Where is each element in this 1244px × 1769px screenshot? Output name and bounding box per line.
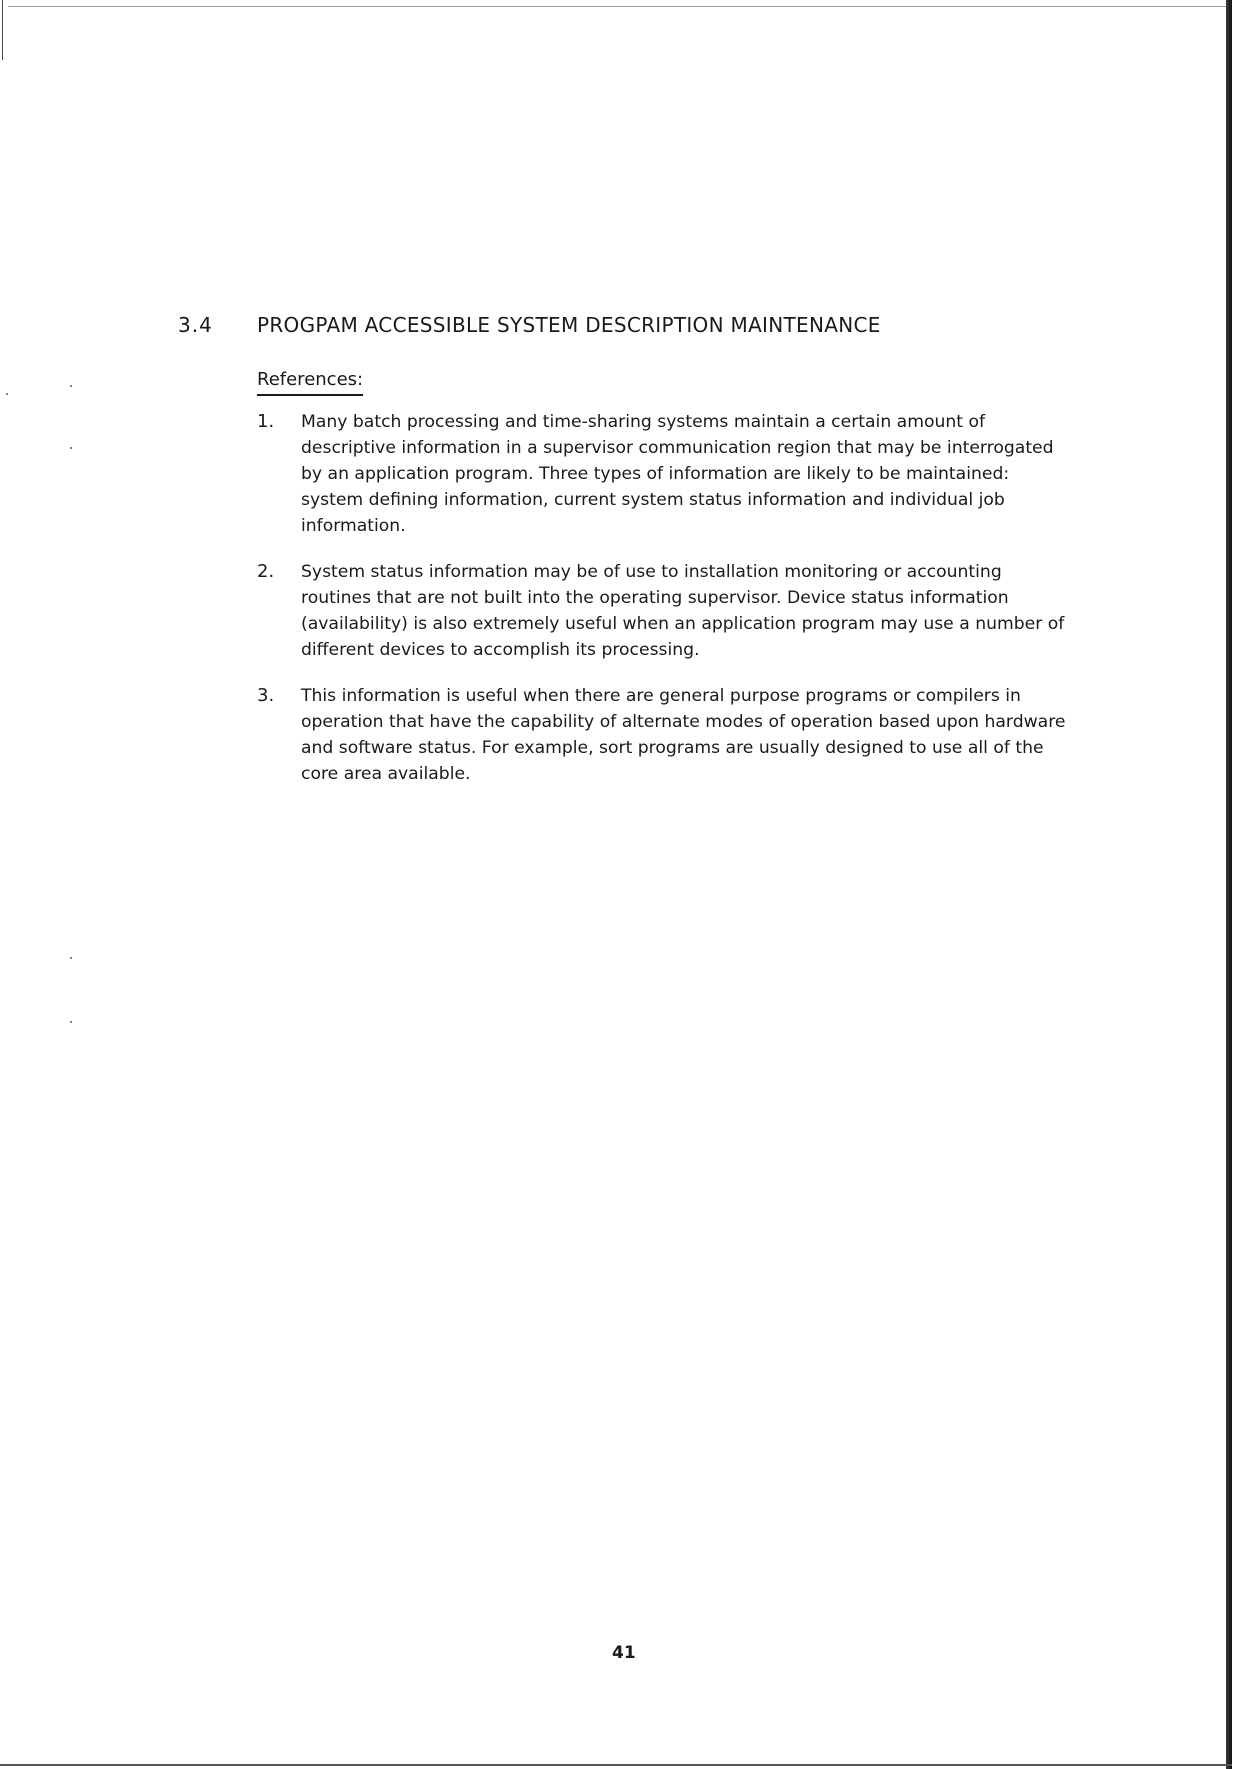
reference-item	[257, 559, 1077, 663]
reference-text: This information is useful when there are general purpose programs or compilers in operation that have the capability of alternate modes of operation based upon hardware and software status. For example, sort programs are usually designed to use all of the core area available.	[301, 686, 1066, 784]
reference-number: 1.	[257, 411, 275, 432]
reference-number: 3.	[257, 685, 275, 706]
reference-item	[257, 409, 1077, 539]
reference-text: System status information may be of use to installation monitoring or accounting routines that are not built into the operating supervisor. Device status information (availability) is also extremely useful when an application program may use a number of different devices to accomplish its processing.	[301, 562, 1065, 660]
scan-edge-top	[8, 6, 1228, 7]
references-heading: References:	[257, 369, 363, 396]
scan-speck	[70, 385, 72, 387]
scan-edge-right	[1226, 0, 1232, 1769]
reference-text: Many batch processing and time-sharing systems maintain a certain amount of descriptive information in a supervisor communication region that may be interrogated by an application program. Three types of information are likely to be maintained: system defining information, current system status information and individual job information.	[301, 412, 1054, 536]
scan-edge-left	[2, 0, 3, 60]
section-number: 3.4	[178, 313, 213, 337]
scan-speck	[70, 1021, 72, 1023]
reference-number: 2.	[257, 561, 275, 582]
scan-speck	[70, 447, 72, 449]
reference-item	[257, 683, 1077, 787]
scan-edge-bottom	[0, 1764, 1232, 1766]
references-list	[257, 409, 1077, 807]
page-number: 41	[612, 1643, 636, 1663]
section-title: PROGPAM ACCESSIBLE SYSTEM DESCRIPTION MAINTENANCE	[257, 313, 881, 337]
scan-speck	[70, 957, 72, 959]
scan-speck	[6, 393, 8, 395]
